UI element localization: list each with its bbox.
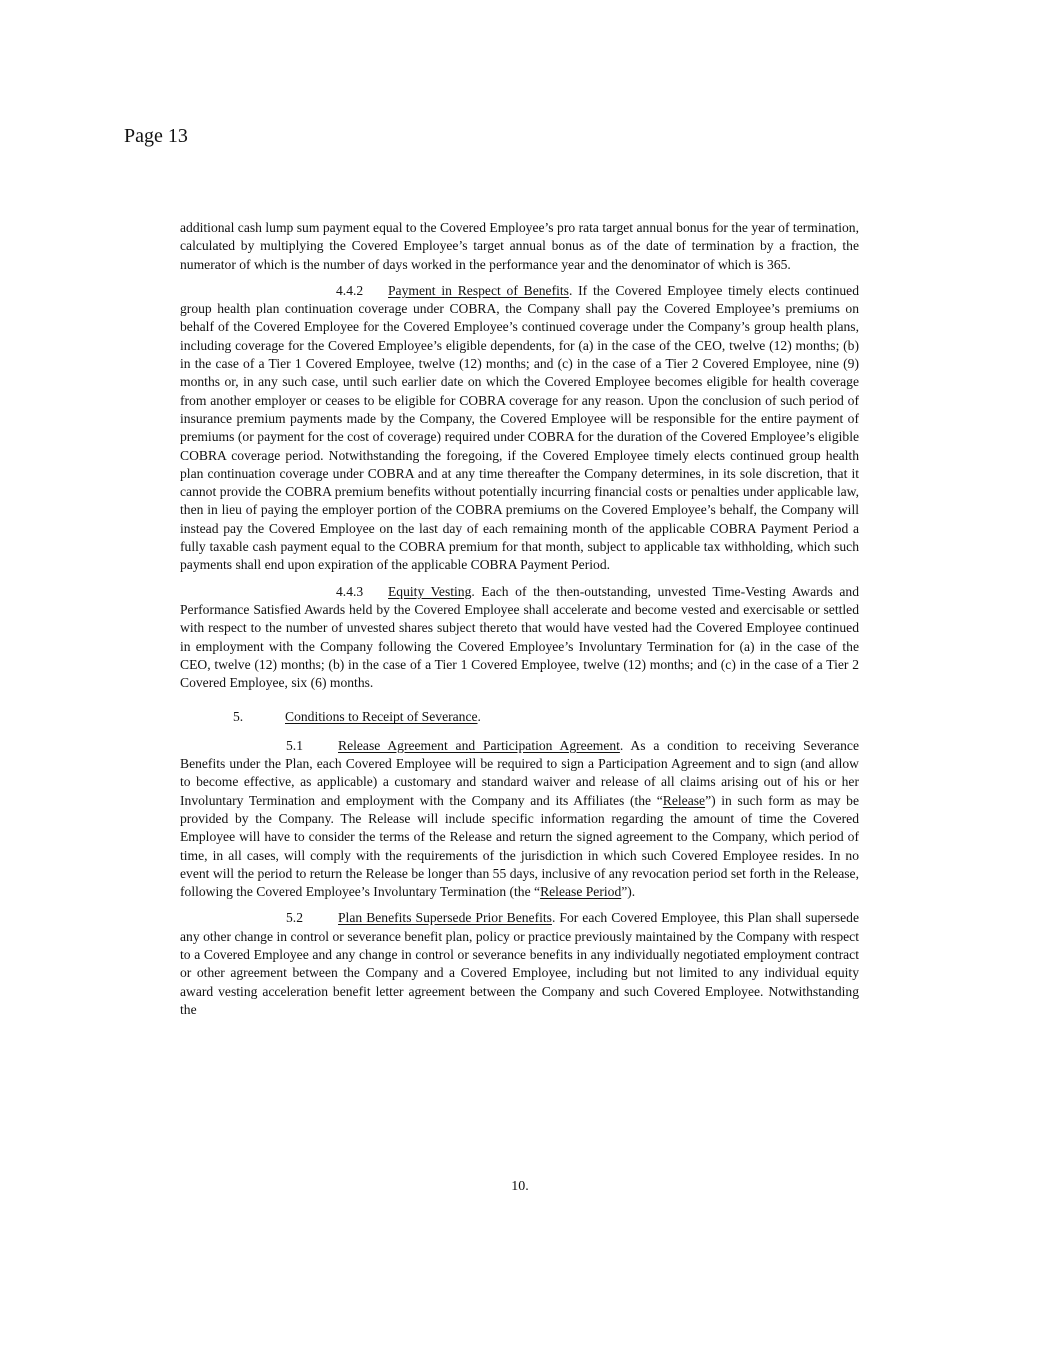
section-title: Release Agreement and Participation Agreement	[338, 737, 620, 753]
section-title: Payment in Respect of Benefits	[388, 282, 569, 298]
section-5-heading	[180, 708, 859, 726]
section-title-suffix: .	[477, 709, 481, 725]
section-title: Conditions to Receipt of Severance	[285, 709, 478, 725]
section-5-1	[180, 737, 859, 902]
section-text: . If the Covered Employee timely elects continued group health plan continuation coverage under COBRA, the Company shall pay the Covered Employee’s premiums on behalf of the Covered Employee for the Covered Employee’s continued coverage under the Company’s group health plans, including coverage for the Covered Employee’s eligible dependents, for (a) in the case of the CEO, twelve (12) months; (b) in the case of a Tier 1 Covered Employee, twelve (12) months; and (c) in the case of a Tier 2 Covered Employee, nine (9) months or, in any such case, until such earlier date on which the Covered Employee becomes eligible for health coverage from another employer or ceases to be eligible for COBRA coverage for any reason. Upon the conclusion of such period of insurance premium payments made by the Company, the Covered Employee will be responsible for the entire payment of premiums (or payment for the cost of coverage) required under COBRA for the duration of the Covered Employee’s eligible COBRA coverage period. Notwithstanding the foregoing, if the Covered Employee timely elects continued group health plan continuation coverage under COBRA and at any time thereafter the Company determines, in its sole discretion, that it cannot provide the COBRA premium benefits without potentially incurring financial costs or penalties under applicable law, then in lieu of paying the employer portion of the COBRA premiums on the Covered Employee’s behalf, the Company will instead pay the Covered Employee on the last day of each remaining month of the applicable COBRA Payment Period a fully taxable cash payment equal to the COBRA premium for that month, subject to applicable tax withholding, which such payments shall end upon expiration of the applicable COBRA Payment Period.	[180, 282, 859, 573]
section-text: ”) in such form as may be provided by the Company. The Release will include specific information regarding the amount of time the Covered Employee will have to consider the terms of the Release and return the signed agreement to the Company, which period of time, in all cases, will comply with the requirements of the jurisdiction in which such Covered Employee resides. In no event will the period to return the Release be longer than 55 days, inclusive of any revocation period set forth in the Release, following the Covered Employee’s Involuntary Termination (the “	[180, 792, 859, 900]
section-number: 4.4.3	[336, 583, 364, 599]
section-number: 4.4.2	[336, 282, 364, 298]
section-5-2	[180, 909, 859, 1019]
section-text: . For each Covered Employee, this Plan shall supersede any other change in control or severance benefit plan, policy or practice previously maintained by the Company with respect to a Covered Employee and any change in control or severance benefits in any individually negotiated employment contract or other agreement between the Company and a Covered Employee, including but not limited to any individual equity award vesting acceleration benefit letter agreement between the Company and such Covered Employee. Notwithstanding the	[180, 910, 860, 1017]
section-title: Plan Benefits Supersede Prior Benefits	[338, 910, 552, 926]
section-4-4-2	[180, 282, 859, 575]
section-number: 5.2	[286, 910, 303, 926]
defined-term-release-period: Release Period	[540, 884, 622, 900]
document-body	[180, 219, 859, 1027]
section-text: ”).	[621, 884, 636, 900]
defined-term-release: Release	[662, 792, 706, 808]
section-4-4-3	[180, 583, 859, 693]
page-number-footer: 10.	[511, 1179, 529, 1194]
paragraph-continuation: additional cash lump sum payment equal to the Covered Employee’s pro rata target annual bonus for the year of termination, calculated by multiplying the Covered Employee’s target annual bonus as of the date of termination by a fraction, the numerator of which is the number of days worked in the performance year and the denominator of which is 365.	[180, 220, 859, 272]
section-number: 5.	[233, 709, 244, 725]
section-number: 5.1	[286, 737, 303, 753]
section-title: Equity Vesting	[388, 583, 472, 599]
section-text: . Each of the then-outstanding, unvested Time-Vesting Awards and Performance Satisfied Awards held by the Covered Employee shall accelerate and become vested and exercisable or settled with respect to the number of unvested shares subject thereto that would have vested had the Covered Employee continued in employment with the Company following the Covered Employee’s Involuntary Termination for (a) in the case of the CEO, twelve (12) months; (b) in the case of a Tier 1 Covered Employee, twelve (12) months; and (c) in the case of a Tier 2 Covered Employee, six (6) months.	[180, 583, 859, 691]
section-text: . As a condition to receiving Severance Benefits under the Plan, each Covered Employee will be required to sign a Participation Agreement and to sign (and allow to become effective, as applicable) a customary and standard waiver and release of all claims arising out of his or her Involuntary Termination and employment with the Company and its Affiliates (the “	[180, 737, 859, 808]
page-label: Page 13	[124, 125, 188, 147]
